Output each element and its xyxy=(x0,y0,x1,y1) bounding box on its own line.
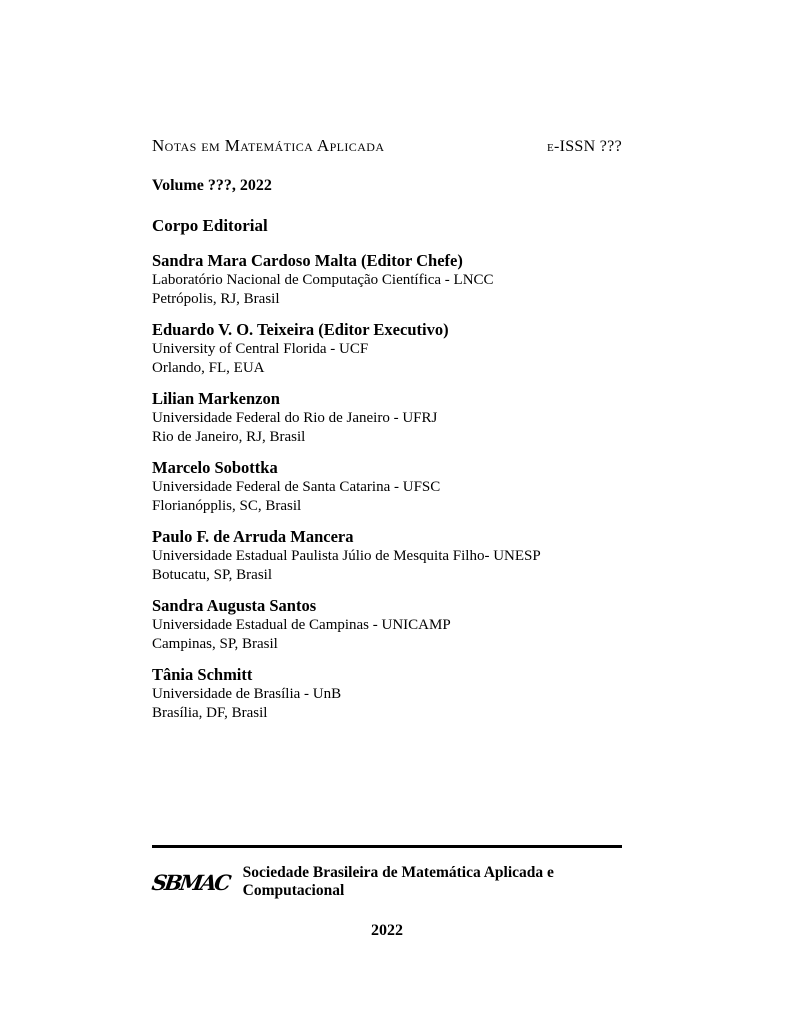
editor-name: Sandra Augusta Santos xyxy=(152,596,317,615)
society-row xyxy=(152,864,622,900)
editor-location: Campinas, SP, Brasil xyxy=(152,635,278,652)
editor-name: Lilian Markenzon xyxy=(152,389,280,408)
editor-entry xyxy=(152,250,622,308)
page-header xyxy=(152,136,622,156)
volume-line: Volume ???, 2022 xyxy=(152,177,272,194)
editor-name: Paulo F. de Arruda Mancera xyxy=(152,527,354,546)
footer-year: 2022 xyxy=(371,922,403,939)
editor-location: Petrópolis, RJ, Brasil xyxy=(152,290,280,307)
editor-institution: Universidade de Brasília - UnB xyxy=(152,686,342,702)
editor-institution: Universidade Federal do Rio de Janeiro - UFRJ xyxy=(152,410,438,426)
issn-label: e-ISSN ??? xyxy=(546,138,622,155)
editor-location: Brasília, DF, Brasil xyxy=(152,704,268,721)
journal-title: Notas em Matemática Aplicada xyxy=(152,136,385,155)
sbmac-logo-icon: SBMAC xyxy=(150,869,231,895)
footer-divider xyxy=(152,845,622,848)
editor-name: Eduardo V. O. Teixeira (Editor Executivo) xyxy=(152,320,449,339)
editor-location: Botucatu, SP, Brasil xyxy=(152,566,273,583)
editor-institution: Laboratório Nacional de Computação Científica - LNCC xyxy=(152,272,494,288)
editor-name: Sandra Mara Cardoso Malta (Editor Chefe) xyxy=(152,251,463,270)
editor-entry xyxy=(152,664,622,722)
editor-entry xyxy=(152,595,622,653)
editor-entry xyxy=(152,526,622,584)
editor-name: Marcelo Sobottka xyxy=(152,458,278,477)
society-name: Sociedade Brasileira de Matemática Aplicada e Computacional xyxy=(242,864,554,899)
editor-entry xyxy=(152,388,622,446)
page-footer xyxy=(152,845,622,940)
editor-institution: Universidade Federal de Santa Catarina - UFSC xyxy=(152,479,441,495)
editor-location: Rio de Janeiro, RJ, Brasil xyxy=(152,428,306,445)
editor-entry xyxy=(152,457,622,515)
section-title: Corpo Editorial xyxy=(152,216,268,235)
editor-institution: Universidade Estadual de Campinas - UNICAMP xyxy=(152,617,451,633)
editor-institution: Universidade Estadual Paulista Júlio de Mesquita Filho- UNESP xyxy=(152,548,541,564)
editor-location: Florianópplis, SC, Brasil xyxy=(152,497,302,514)
editor-name: Tânia Schmitt xyxy=(152,665,253,684)
editor-institution: University of Central Florida - UCF xyxy=(152,341,369,357)
editor-list xyxy=(152,250,622,722)
editor-entry xyxy=(152,319,622,377)
editor-location: Orlando, FL, EUA xyxy=(152,359,265,376)
